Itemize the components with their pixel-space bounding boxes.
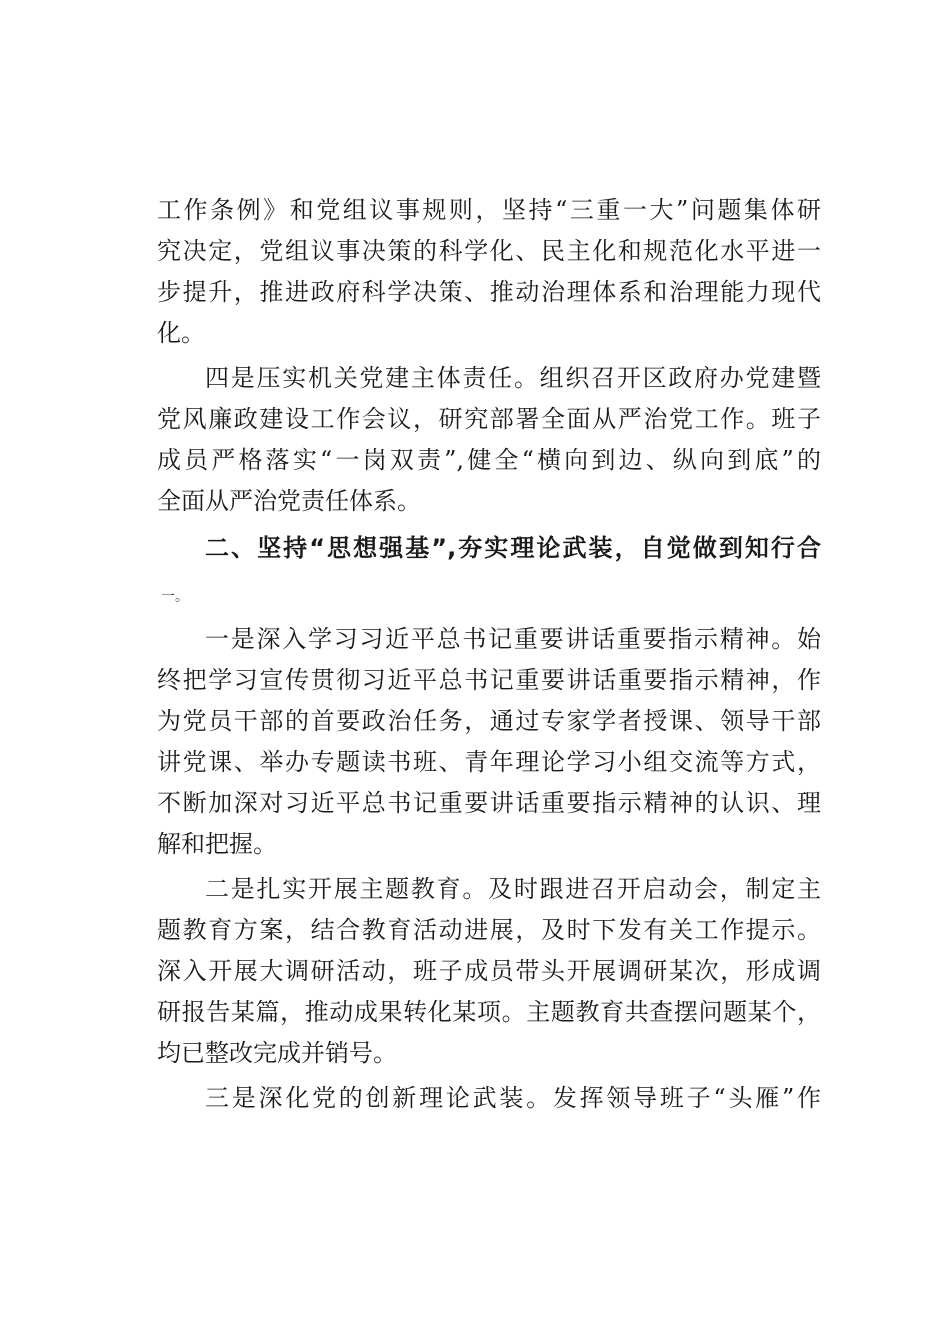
text-line: 一是深入学习习近平总书记重要讲话重要指示精神。始 bbox=[205, 625, 821, 653]
text-line: 均已整改完成并销号。 bbox=[157, 1039, 397, 1067]
text-line: 二是扎实开展主题教育。及时跟进召开启动会，制定主 bbox=[205, 875, 821, 903]
paragraph-third-item bbox=[157, 1078, 821, 1119]
text-line: 全面从严治党责任体系。 bbox=[157, 487, 421, 515]
text-line: 工作条例》和党组议事规则，坚持“三重一大”问题集体研 bbox=[157, 196, 821, 224]
text-line: 究决定，党组议事决策的科学化、民主化和规范化水平进一 bbox=[157, 237, 821, 265]
text-line: 题教育方案，结合教育活动进展，及时下发有关工作提示。 bbox=[157, 916, 821, 944]
text-line: 化。 bbox=[157, 319, 205, 347]
text-line: 不断加深对习近平总书记重要讲话重要指示精神的认识、理 bbox=[157, 789, 821, 817]
text-line: 步提升，推进政府科学决策、推动治理体系和治理能力现代 bbox=[157, 278, 821, 306]
section-heading bbox=[157, 528, 821, 609]
text-line: 四是压实机关党建主体责任。组织召开区政府办党建暨 bbox=[205, 364, 821, 392]
paragraph-continuation bbox=[157, 190, 821, 354]
paragraph-first-item bbox=[157, 619, 821, 865]
paragraph-second-item bbox=[157, 869, 821, 1074]
paragraph-fourth-item bbox=[157, 358, 821, 522]
text-line: 讲党课、举办专题读书班、青年理论学习小组交流等方式， bbox=[157, 748, 821, 776]
section-heading-tail: 一。 bbox=[161, 589, 189, 605]
section-heading-line: 二、坚持“思想强基”,夯实理论武装，自觉做到知行合 bbox=[205, 534, 821, 562]
text-line: 解和把握。 bbox=[157, 830, 277, 858]
text-line: 研报告某篇，推动成果转化某项。主题教育共查摆问题某个， bbox=[157, 998, 821, 1026]
text-line: 成员严格落实“一岗双责”,健全“横向到边、纵向到底”的 bbox=[157, 446, 821, 474]
text-line: 为党员干部的首要政治任务，通过专家学者授课、领导干部 bbox=[157, 707, 821, 735]
text-line: 深入开展大调研活动，班子成员带头开展调研某次，形成调 bbox=[157, 957, 821, 985]
text-line: 终把学习宣传贯彻习近平总书记重要讲话重要指示精神，作 bbox=[157, 666, 821, 694]
text-line: 三是深化党的创新理论武装。发挥领导班子“头雁”作 bbox=[205, 1084, 821, 1112]
text-line: 党风廉政建设工作会议，研究部署全面从严治党工作。班子 bbox=[157, 405, 821, 433]
document-page bbox=[157, 190, 821, 1119]
